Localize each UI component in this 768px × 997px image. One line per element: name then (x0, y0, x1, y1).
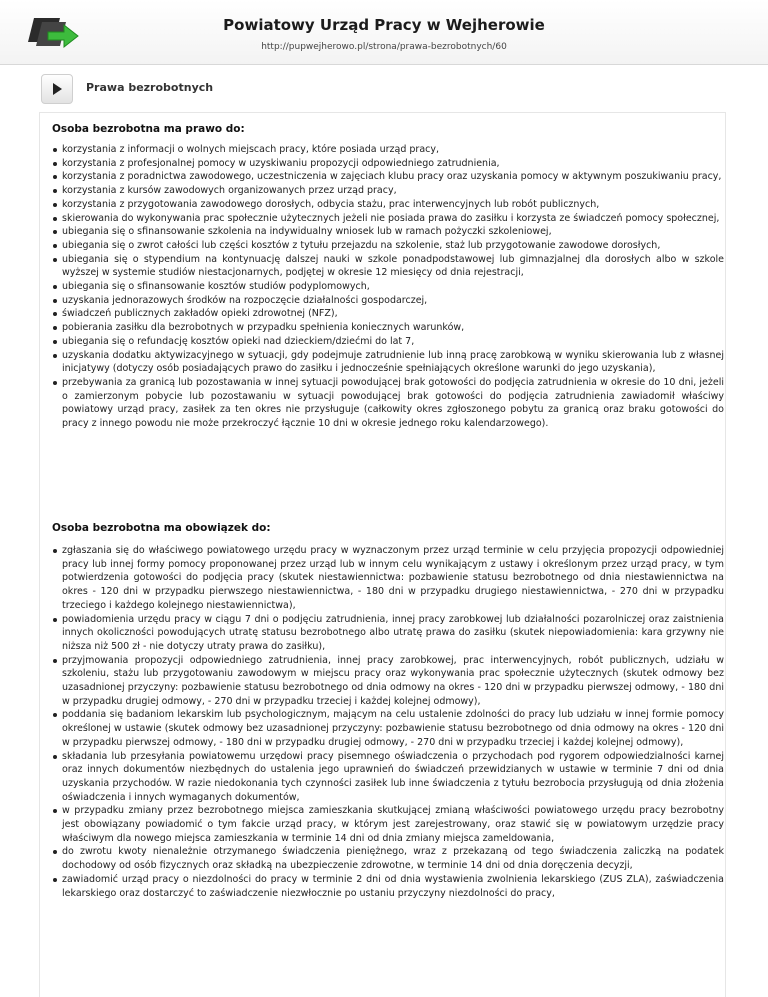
rights-list (52, 143, 724, 431)
play-arrow-icon (52, 83, 62, 95)
list-item: korzystania z poradnictwa zawodowego, uczestniczenia w zajęciach klubu pracy oraz uzyskania pomocy w aktywnym poszukiwaniu pracy, (62, 170, 724, 184)
page-title: Prawa bezrobotnych (86, 81, 214, 94)
page-arrow-button[interactable] (41, 74, 73, 104)
duties-list (52, 544, 724, 900)
list-item: do zwrotu kwoty nienależnie otrzymanego świadczenia pieniężnego, wraz z przekazaną od tego świadczenia zaliczką na podatek dochodowy od osób fizycznych oraz składką na ubezpieczenie zdrowotne, w terminie 14 dni od dnia doręczenia decyzji, (62, 846, 724, 872)
list-item: w przypadku zmiany przez bezrobotnego miejsca zamieszkania skutkującej zmianą właściwości powiatowego urzędu pracy bezrobotny jest obowiązany powiadomić o tym fakcie urząd pracy, w którym jest zarejestrowany, oraz stawić się w powiatowym urzędzie pracy właściwym dla nowego miejsca zamieszkania w terminie 14 dni od dnia zmiany miejsca zameldowania, (62, 805, 724, 844)
list-item: przyjmowania propozycji odpowiedniego zatrudnienia, innej pracy zarobkowej, prac interwencyjnych, robót publicznych, udziału w szkoleniu, stażu lub przygotowaniu zawodowym w miejscu pracy oraz wykonywania prac społecznie użytecznych (skutek odmowy bez uzasadnionej przyczyny: pozbawienie statusu bezrobotnego od dnia odmowy na okres - 120 dni w przypadku pierwszej odmowy, - 180 dni w przypadku drugiej odmowy, - 270 dni w przypadku trzeciej i każdej kolejnej odmowy), (62, 654, 724, 707)
list-item: ubiegania się o refundację kosztów opieki nad dzieckiem/dziećmi do lat 7, (62, 335, 724, 349)
list-item: przebywania za granicą lub pozostawania w innej sytuacji powodującej brak gotowości do podjęcia zatrudnienia w okresie do 10 dni, jeżeli o zamierzonym pobycie lub pozostawaniu w sytuacji powodującej brak gotowości do podjęcia zatrudnienia zawiadomił właściwy powiatowy urząd pracy, zasiłek za ten okres nie przysługuje (całkowity okres zgłoszonego pobytu za granicą oraz braku gotowości do pracy z innego powodu nie może przekroczyć łącznie 10 dni w okresie jednego roku kalendarzowego). (62, 376, 724, 430)
duties-heading: Osoba bezrobotna ma obowiązek do: (52, 522, 271, 534)
list-item: zawiadomić urząd pracy o niezdolności do pracy w terminie 2 dni od dnia wystawienia zwolnienia lekarskiego (ZUS ZLA), zaświadczenia lekarskiego oraz dostarczyć to zaświadczenie niezwłocznie po ustaniu przyczyny niezdolności do pracy, (62, 873, 724, 899)
list-item: składania lub przesyłania powiatowemu urzędowi pracy pisemnego oświadczenia o przychodach pod rygorem odpowiedzialności karnej oraz innych dokumentów niezbędnych do ustalenia jego uprawnień do świadczeń przewidzianych w ustawie w terminie 7 dni od dnia uzyskania przychodów. W razie niedokonania tych czynności zasiłek lub inne świadczenia z tytułu bezrobocia przysługują od dnia złożenia oświadczenia i innych wymaganych dokumentów, (62, 750, 724, 803)
site-title[interactable]: Powiatowy Urząd Pracy w Wejherowie (223, 16, 545, 34)
list-item: korzystania z kursów zawodowych organizowanych przez urząd pracy, (62, 184, 724, 198)
site-header (0, 0, 768, 65)
list-item: ubiegania się o stypendium na kontynuację dalszej nauki w szkole ponadpodstawowej lub gimnazjalnej dla dorosłych albo w szkole wyższej w systemie studiów niestacjonarnych, podjętej w okresie 12 miesięcy od dnia rejestracji, (62, 253, 724, 279)
list-item: poddania się badaniom lekarskim lub psychologicznym, mającym na celu ustalenie zdolności do pracy lub udziału w innej formie pomocy określonej w ustawie (skutek odmowy bez uzasadnionej przyczyny: pozbawienie statusu bezrobotnego od dnia odmowy na okres - 120 dni w przypadku pierwszej odmowy, - 180 dni w przypadku drugiej odmowy, - 270 dni w przypadku trzeciej i każdej kolejnej odmowy), (62, 709, 724, 748)
list-item: zgłaszania się do właściwego powiatowego urzędu pracy w wyznaczonym przez urząd terminie w celu przyjęcia propozycji odpowiedniej pracy lub innej formy pomocy proponowanej przez urząd lub w innym celu wynikającym z ustawy i określonym przez urząd pracy, w tym potwierdzenia gotowości do podjęcia pracy (skutek niestawiennictwa: pozbawienie statusu bezrobotnego od dnia niestawiennictwa na okres - 120 dni w przypadku pierwszego niestawiennictwa, - 180 dni w przypadku drugiego niestawiennictwa, - 270 dni w przypadku trzeciego i każdego kolejnego niestawiennictwa), (62, 545, 724, 611)
list-item: świadczeń publicznych zakładów opieki zdrowotnej (NFZ), (62, 307, 724, 321)
list-item: uzyskania dodatku aktywizacyjnego w sytuacji, gdy podejmuje zatrudnienie lub inną pracę zarobkową w wyniku skierowania lub z własnej inicjatywy (dotyczy osób posiadających prawo do zasiłku i jednocześnie spełniających określone warunki do jego uzyskania), (62, 349, 724, 375)
list-item: ubiegania się o sfinansowanie kosztów studiów podyplomowych, (62, 280, 724, 294)
list-item: powiadomienia urzędu pracy w ciągu 7 dni o podjęciu zatrudnienia, innej pracy zarobkowej lub działalności pozarolniczej oraz zaistnienia innych okoliczności powodujących utratę statusu bezrobotnego albo utratę prawa do zasiłku (skutek niepowiadomienia: kara grzywny nie niższa niż 500 zł - nie dotyczy utraty prawa do zasiłku), (62, 613, 724, 652)
list-item: ubiegania się o zwrot całości lub części kosztów z tytułu przejazdu na szkolenie, staż lub przygotowanie zawodowe dorosłych, (62, 239, 724, 253)
site-url[interactable]: http://pupwejherowo.pl/strona/prawa-bezrobotnych/60 (261, 42, 507, 52)
list-item: korzystania z informacji o wolnych miejscach pracy, które posiada urząd pracy, (62, 143, 724, 157)
list-item: uzyskania jednorazowych środków na rozpoczęcie działalności gospodarczej, (62, 294, 724, 308)
rights-heading: Osoba bezrobotna ma prawo do: (52, 123, 245, 135)
list-item: ubiegania się o sfinansowanie szkolenia na indywidualny wniosek lub w ramach pożyczki szkoleniowej, (62, 225, 724, 239)
list-item: pobierania zasiłku dla bezrobotnych w przypadku spełnienia koniecznych warunków, (62, 321, 724, 335)
list-item: korzystania z przygotowania zawodowego dorosłych, odbycia stażu, prac interwencyjnych lub robót publicznych, (62, 198, 724, 212)
list-item: korzystania z profesjonalnej pomocy w uzyskiwaniu propozycji odpowiedniego zatrudnienia, (62, 157, 724, 171)
list-item: skierowania do wykonywania prac społecznie użytecznych jeżeli nie posiada prawa do zasiłku i korzysta ze świadczeń pomocy społecznej, (62, 212, 724, 226)
